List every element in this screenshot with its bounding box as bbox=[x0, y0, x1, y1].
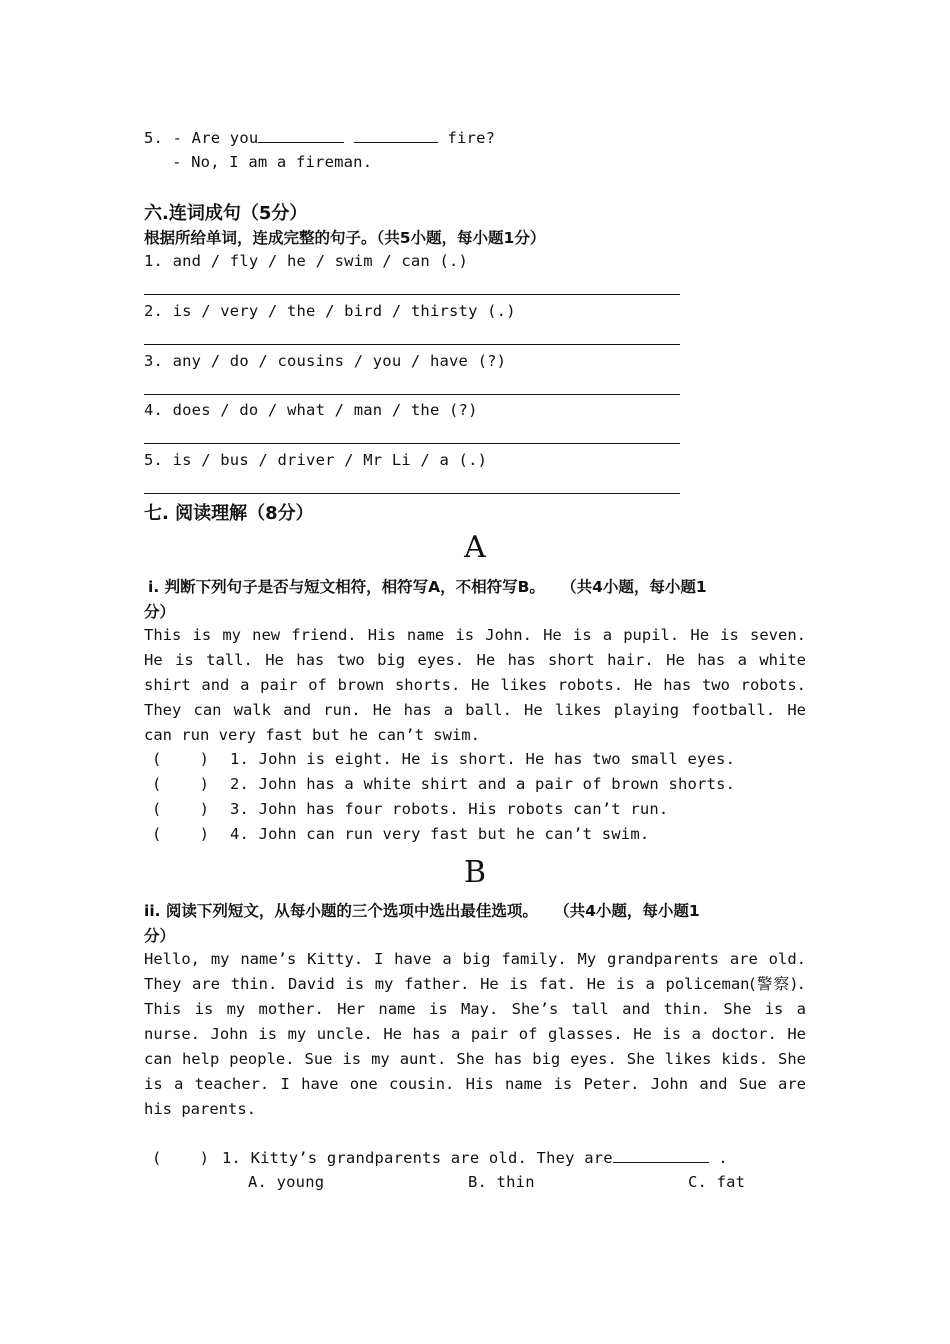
question-blank[interactable] bbox=[613, 1148, 709, 1163]
option-a[interactable]: A. young bbox=[248, 1173, 325, 1191]
q5-line1-suffix: fire? bbox=[447, 129, 496, 147]
q5-line1-prefix: 5. - Are you bbox=[144, 129, 259, 147]
s6-answer-line-5[interactable] bbox=[144, 493, 680, 494]
s6-answer-line-2[interactable] bbox=[144, 344, 680, 345]
section6-title: 六.连词成句（5分） bbox=[144, 203, 308, 224]
part-b-letter: B bbox=[463, 855, 487, 890]
s6-answer-line-1[interactable] bbox=[144, 294, 680, 295]
q5-blank-1[interactable] bbox=[258, 128, 344, 143]
answer-paren[interactable]: ( ) bbox=[152, 825, 210, 843]
answer-paren[interactable]: ( ) bbox=[152, 775, 210, 793]
question-end: . bbox=[718, 1149, 728, 1167]
part-a-instruction-2: 分） bbox=[144, 603, 176, 621]
part-a-question-2 bbox=[152, 775, 735, 793]
s6-item-5: 5. is / bus / driver / Mr Li / a (.) bbox=[144, 451, 488, 469]
answer-paren[interactable]: ( ) bbox=[152, 800, 210, 818]
part-a-passage: This is my new friend. His name is John. He is a pupil. He is seven. He is tall. He has two big eyes. He has short hair. He has a white shirt and a pair of brown shorts. He likes robots. He has two robots. They can walk and run. He has a ball. He likes playing football. He can run very fast but he can’t swim. bbox=[144, 626, 806, 744]
q5-line2: - No, I am a fireman. bbox=[153, 153, 373, 171]
question-text: 1. John is eight. He is short. He has two small eyes. bbox=[230, 750, 736, 768]
s6-item-4: 4. does / do / what / man / the (?) bbox=[144, 401, 478, 419]
passage-text-2: . This is my mother. Her name is May. She’s tall and thin. She is a nurse. John is my uncle. He has a pair of glasses. He is a doctor. He can help people. Sue is my aunt. She has big eyes. She likes kids. She is a teacher. I have one cousin. His name is Peter. John and Sue are his parents. bbox=[144, 975, 806, 1118]
question-text: 1. Kitty’s grandparents are old. They are bbox=[222, 1149, 613, 1167]
section6-instruction: 根据所给单词，连成完整的句子。（共5小题，每小题1分） bbox=[144, 229, 546, 247]
part-b-passage bbox=[144, 947, 806, 1122]
answer-paren[interactable]: ( ) bbox=[152, 750, 210, 768]
s6-item-1: 1. and / fly / he / swim / can (.) bbox=[144, 252, 469, 270]
question-text: 2. John has a white shirt and a pair of brown shorts. bbox=[230, 775, 736, 793]
option-c[interactable]: C. fat bbox=[688, 1173, 746, 1191]
option-b[interactable]: B. thin bbox=[468, 1173, 535, 1191]
passage-gloss: (警察) bbox=[749, 975, 797, 993]
part-a-question-4 bbox=[152, 825, 649, 843]
part-a-question-3 bbox=[152, 800, 668, 818]
part-b-instruction-1: ii. 阅读下列短文，从每小题的三个选项中选出最佳选项。 （共4小题，每小题1 bbox=[144, 902, 700, 920]
s6-answer-line-4[interactable] bbox=[144, 443, 680, 444]
q5-blank-2[interactable] bbox=[354, 128, 438, 143]
passage-text-1: Hello, my name’s Kitty. I have a big family. My grandparents are old. They are thin. David is my father. He is fat. He is a policeman bbox=[144, 950, 806, 993]
question-text: 4. John can run very fast but he can’t swim. bbox=[230, 825, 650, 843]
s6-item-2: 2. is / very / the / bird / thirsty (.) bbox=[144, 302, 516, 320]
part-a-instruction-1: i. 判断下列句子是否与短文相符，相符写A，不相符写B。 （共4小题，每小题1 bbox=[148, 578, 707, 596]
part-a-question-1 bbox=[152, 750, 735, 768]
section7-title: 七. 阅读理解（8分） bbox=[144, 503, 314, 524]
s6-answer-line-3[interactable] bbox=[144, 394, 680, 395]
q5-line1 bbox=[144, 128, 495, 147]
question-text: 3. John has four robots. His robots can’t run. bbox=[230, 800, 669, 818]
part-b-instruction-2: 分） bbox=[144, 927, 176, 945]
answer-paren[interactable]: ( ) bbox=[152, 1149, 210, 1167]
part-b-question-1 bbox=[152, 1148, 728, 1167]
s6-item-3: 3. any / do / cousins / you / have (?) bbox=[144, 352, 507, 370]
part-a-letter: A bbox=[464, 530, 486, 565]
